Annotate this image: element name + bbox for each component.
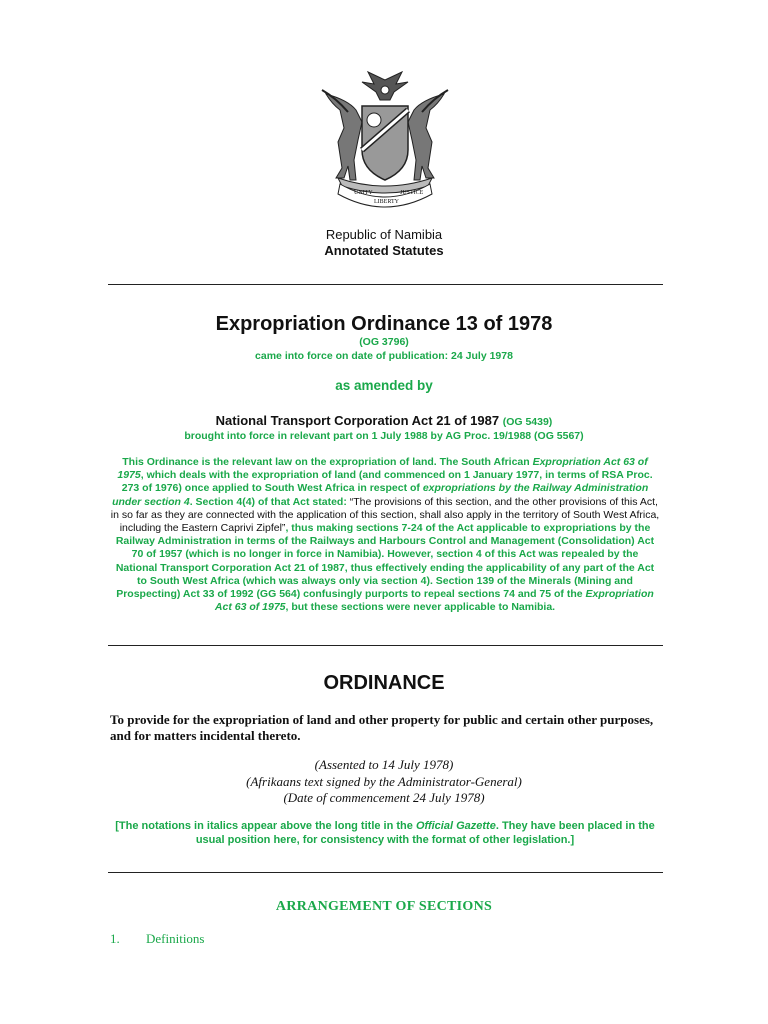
ordinance-heading: ORDINANCE [323,672,445,694]
note-text-5: , but these sections were never applicable to Namibia. [285,601,556,614]
arrangement-heading: ARRANGEMENT OF SECTIONS [275,899,493,914]
note-text-2: , which deals with the expropriation of land (and commenced on 1 January 1977, in terms of RSA Proc. 273 of 1976) once applied to South West Africa in respect of [121,469,653,495]
document-title: Expropriation Ordinance 13 of 1978 [215,313,553,335]
note-italic-3: Expropriation Act 63 of 1975 [214,588,654,614]
amending-act-force: brought into force in relevant part on 1 July 1988 by AG Proc. 19/1988 (OG 5567) [184,430,584,442]
note-text-1: This Ordinance is the relevant law on the expropriation of land. The South African [122,456,533,468]
note-text-4: , thus making sections 7-24 of the Act applicable to expropriations by the Railway Administration in terms of the Railways and Harbours Control and Management (Consolidation) Act 70 of 1957 (which is no longer in force in Namibia). However, section 4 of this Act was repealed by the National Transport Corporation Act 21 of 1987, thus effectively ending the applicability of any part of the Act to South West Africa (which was always only via section 4). Section 139 of the Minerals (Mining and Prospecting) Act 33 of 1992 (GG 564) confusingly purports to repeal sections 74 and 75 of the [115,522,655,601]
publication-header [0,227,768,259]
section-title: Definitions [146,931,205,946]
divider [108,645,663,646]
assent-block [0,757,768,807]
long-title: To provide for the expropriation of land and other property for public and certain other purposes, and for matters incidental thereto. [110,712,654,743]
amending-act-og: (OG 5439) [502,416,553,428]
section-entry[interactable] [110,931,205,947]
assent-date: (Assented to 14 July 1978) [314,757,454,772]
notation-note [110,819,660,847]
commencement-note: came into force on date of publication: 24 July 1978 [255,350,513,362]
coat-of-arms-icon [318,70,452,208]
notation-text-1: [The notations in italics appear above the long title in the [115,820,416,832]
amending-act-name: National Transport Corporation Act 21 of 1987 [215,413,500,428]
notation-text-2: . They have been placed in the usual position here, for consistency with the format of other legislation.] [195,820,655,846]
divider [108,872,663,873]
amended-by-heading: as amended by [335,378,433,393]
motto-unity: UNITY [354,190,373,196]
commencement-date: (Date of commencement 24 July 1978) [283,790,485,805]
divider [108,284,663,285]
republic-label: Republic of Namibia [325,227,443,242]
afrikaans-signed: (Afrikaans text signed by the Administrator-General) [246,773,522,789]
gazette-reference: (OG 3796) [359,336,409,348]
note-text-3: . Section 4(4) of that Act stated: [189,495,350,508]
amending-act [0,413,768,428]
note-italic-1: Expropriation Act 63 of 1975 [117,456,648,482]
annotation-note [110,456,660,614]
section-number: 1. [110,931,120,946]
note-italic-2: expropriations by the Railway Administration under section 4 [112,482,649,508]
motto-liberty: LIBERTY [374,199,399,205]
notation-italic: Official Gazette [415,820,496,832]
note-quote: “The provisions of this section, and the other provisions of this Act, in so far as they are connected with the application of this section, shall also apply in the territory of South West Africa, including the Eastern Caprivi Zipfel” [110,495,660,535]
motto-justice: JUSTICE [400,190,424,196]
annotated-statutes-label: Annotated Statutes [324,243,444,258]
